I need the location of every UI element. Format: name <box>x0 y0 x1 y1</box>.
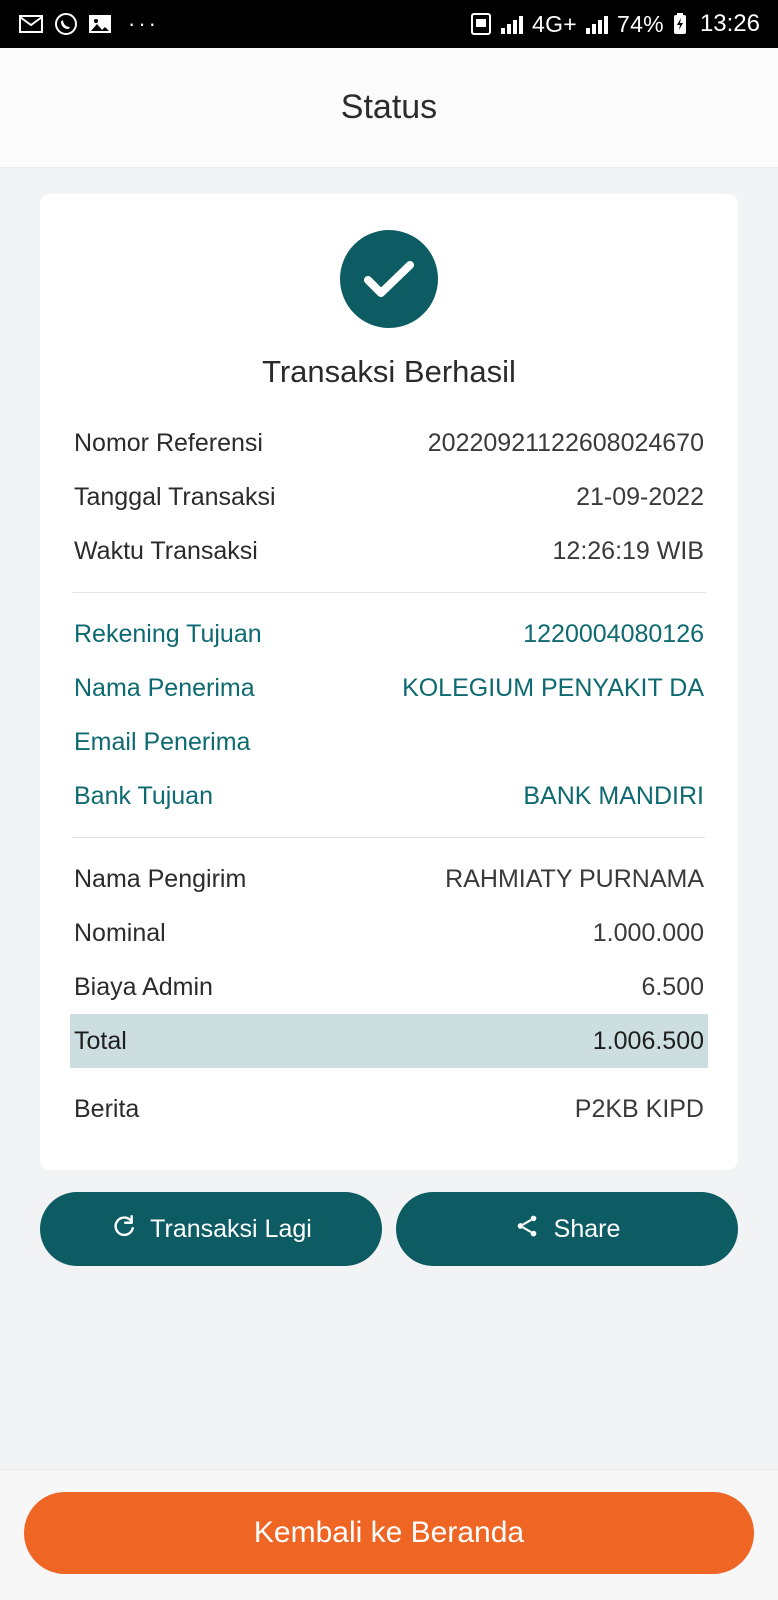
table-row <box>70 769 708 823</box>
status-bar-left-icons <box>18 11 159 37</box>
row-value: KOLEGIUM PENYAKIT DA <box>402 674 704 702</box>
row-value: P2KB KIPD <box>574 1095 704 1123</box>
row-value: 21-09-2022 <box>576 483 704 511</box>
row-key: Tanggal Transaksi <box>74 483 276 511</box>
row-value: 1.006.500 <box>592 1027 704 1055</box>
row-value: 1220004080126 <box>523 620 704 648</box>
transaction-status-title: Transaksi Berhasil <box>262 354 516 389</box>
network-type-label: 4G+ <box>531 10 577 37</box>
spacer <box>70 1068 708 1082</box>
row-key: Nomor Referensi <box>74 429 263 457</box>
app-bar <box>0 48 778 168</box>
share-button[interactable] <box>396 1192 738 1266</box>
battery-icon <box>672 12 688 36</box>
total-row <box>70 1014 708 1068</box>
divider <box>72 837 706 838</box>
bottom-bar <box>0 1469 778 1600</box>
table-row <box>70 906 708 960</box>
table-row <box>70 416 708 470</box>
table-row <box>70 524 708 578</box>
sim-card-icon <box>470 12 492 36</box>
row-value: RAHMIATY PURNAMA <box>445 865 704 893</box>
row-key: Berita <box>74 1095 140 1123</box>
row-key: Waktu Transaksi <box>74 537 258 565</box>
success-icon-wrap <box>70 230 708 328</box>
table-row <box>70 470 708 524</box>
table-row <box>70 661 708 715</box>
overflow-dots-icon: ··· <box>128 11 159 36</box>
share-label: Share <box>553 1214 621 1243</box>
transaction-receipt-card <box>40 194 738 1170</box>
refresh-icon <box>110 1213 136 1246</box>
table-row <box>70 607 708 661</box>
divider <box>72 592 706 593</box>
signal-bars-icon <box>500 13 524 35</box>
battery-percent-label: 74% <box>617 10 664 37</box>
content-scroll-area <box>0 168 778 1266</box>
back-to-home-button[interactable]: Kembali ke Beranda <box>24 1492 754 1574</box>
row-key: Nominal <box>74 919 166 947</box>
table-row <box>70 715 708 769</box>
gallery-icon <box>88 13 112 35</box>
row-key: Nama Pengirim <box>74 865 247 893</box>
signal-bars-secondary-icon <box>585 13 609 35</box>
row-value: 1.000.000 <box>592 919 704 947</box>
transaksi-lagi-label: Transaksi Lagi <box>150 1214 312 1243</box>
action-buttons <box>40 1192 738 1266</box>
whatsapp-icon <box>54 12 78 36</box>
row-value: 12:26:19 WIB <box>552 537 704 565</box>
gmail-icon <box>18 14 44 34</box>
row-key: Nama Penerima <box>74 674 255 702</box>
status-bar-right-icons <box>470 10 760 38</box>
row-key: Biaya Admin <box>74 973 213 1001</box>
page-title: Status <box>340 88 438 126</box>
row-value: BANK MANDIRI <box>523 782 704 810</box>
row-value: 20220921122608024670 <box>427 429 704 457</box>
table-row <box>70 960 708 1014</box>
row-key: Bank Tujuan <box>74 782 213 810</box>
share-icon <box>514 1213 540 1246</box>
status-bar <box>0 0 778 48</box>
row-key: Total <box>74 1027 127 1055</box>
table-row <box>70 1082 708 1136</box>
table-row <box>70 852 708 906</box>
clock-label: 13:26 <box>699 10 760 37</box>
row-key: Email Penerima <box>74 728 251 756</box>
check-circle-icon <box>340 230 438 328</box>
row-key: Rekening Tujuan <box>74 620 262 648</box>
row-value: 6.500 <box>641 973 704 1001</box>
transaksi-lagi-button[interactable] <box>40 1192 382 1266</box>
